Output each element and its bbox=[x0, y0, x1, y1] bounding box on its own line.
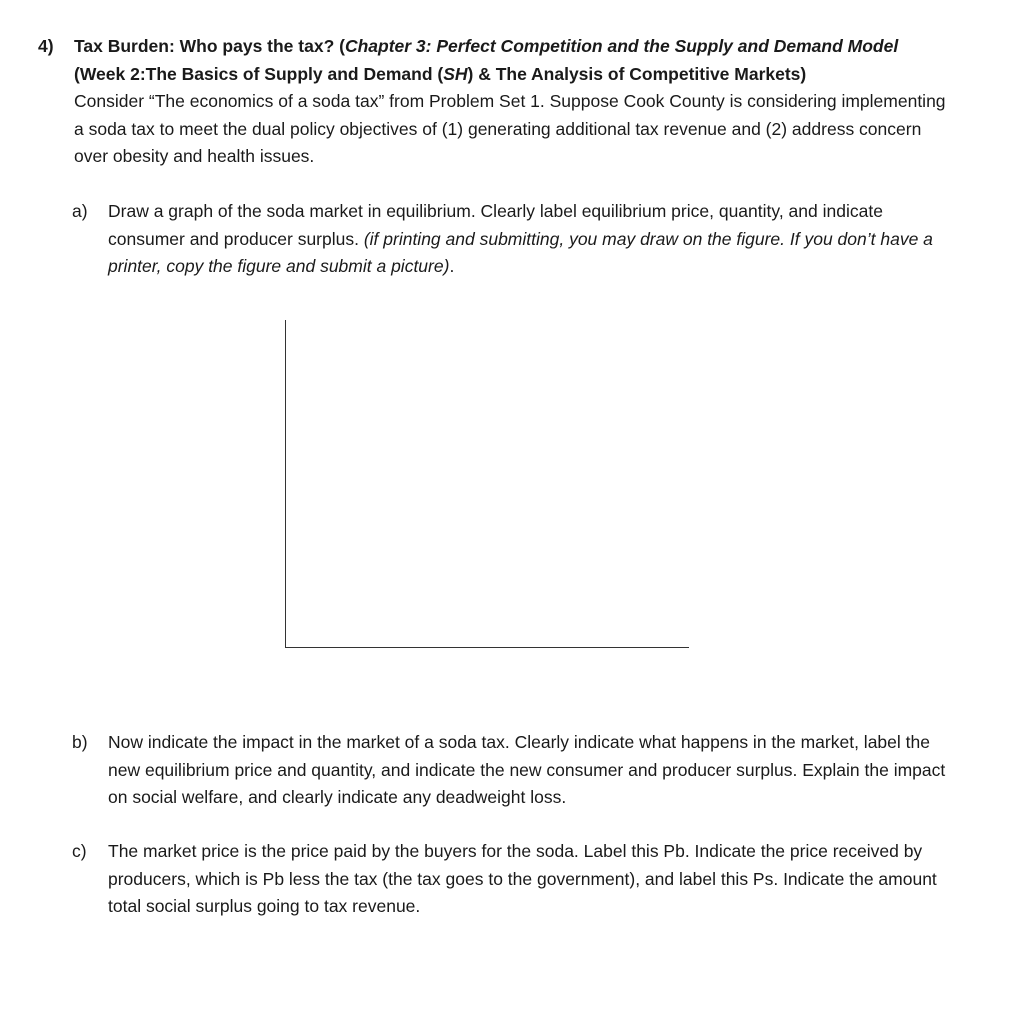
heading-italic-2: SH bbox=[443, 63, 468, 84]
part-a-label: a) bbox=[72, 201, 88, 221]
heading-italic-1: Chapter 3: Perfect Competition and the Supply and Demand Model bbox=[344, 36, 899, 56]
part-a bbox=[72, 198, 952, 281]
part-c-label: c) bbox=[72, 841, 87, 861]
heading-text-2: (Week 2:The Basics of Supply and Demand ( bbox=[74, 63, 444, 84]
graph-y-axis bbox=[285, 320, 286, 648]
question-intro: Consider “The economics of a soda tax” from Problem Set 1. Suppose Cook County is considering implementing a soda tax to meet the dual policy objectives of (1) generating additional tax revenue and (2) address concern over obesity and health issues. bbox=[74, 91, 946, 166]
part-a-text bbox=[108, 198, 952, 281]
question-block bbox=[74, 33, 954, 171]
heading-text-1: Tax Burden: Who pays the tax? ( bbox=[74, 36, 345, 56]
heading-text-3: ) & The Analysis of Competitive Markets) bbox=[467, 63, 807, 84]
part-b bbox=[72, 729, 952, 812]
graph-x-axis bbox=[286, 647, 689, 648]
part-b-label: b) bbox=[72, 732, 88, 752]
question-number: 4) bbox=[38, 36, 54, 56]
part-a-body: Draw a graph of the soda market in equilibrium. Clearly label equilibrium price, quantity, and indicate consumer and producer surplus. bbox=[108, 201, 883, 249]
part-b-text: Now indicate the impact in the market of a soda tax. Clearly indicate what happens in the market, label the new equilibrium price and quantity, and indicate the new consumer and producer surplus. Explain the impact on social welfare, and clearly indicate any deadweight loss. bbox=[108, 732, 946, 807]
part-c bbox=[72, 838, 952, 921]
question-heading bbox=[74, 33, 954, 88]
part-a-tail: . bbox=[449, 256, 455, 276]
part-a-italic: (if printing and submitting, you may draw on the figure. If you don’t have a printer, copy the figure and submit a picture) bbox=[108, 228, 933, 276]
part-c-text: The market price is the price paid by the buyers for the soda. Label this Pb. Indicate the price received by producers, which is Pb less the tax (the tax goes to the government), and label this Ps. Indicate the amount total social surplus going to tax revenue. bbox=[108, 841, 937, 916]
